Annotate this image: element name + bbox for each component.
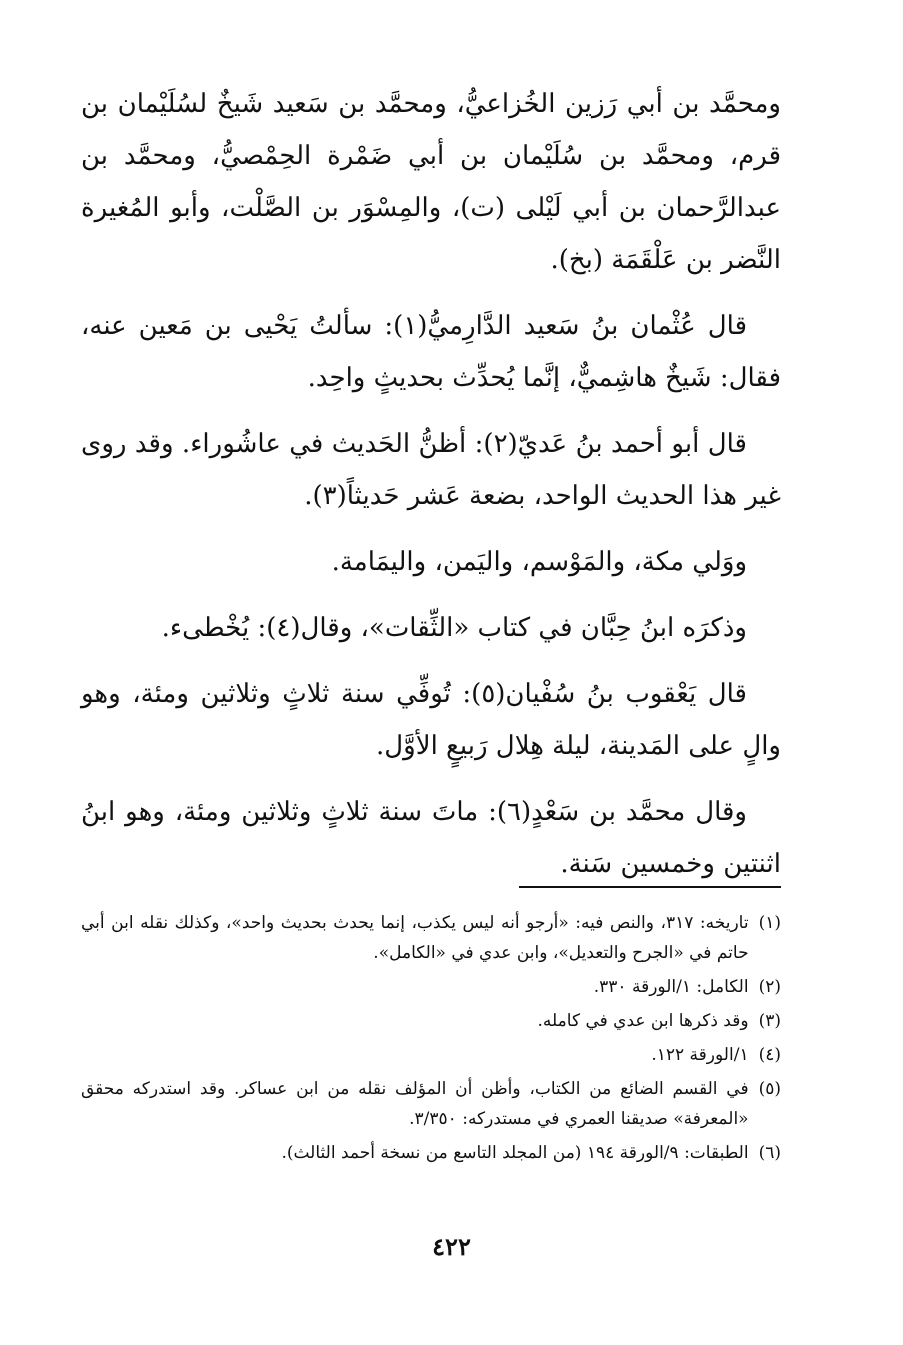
footnote-number: (٢): [758, 977, 781, 997]
paragraph-darimi-quote: قال عُثْمان بنُ سَعيد الدَّارِميُّ(١): سألتُ يَحْيى بن مَعين عنه، فقال: شَيخٌ هاشِميٌّ، إنَّما يُحدِّث بحديثٍ واحِد.: [81, 311, 781, 393]
footnote-text: ١/الورقة ١٢٢.: [651, 1045, 749, 1065]
footnote-text: وقد ذكرها ابن عدي في كامله.: [537, 1011, 749, 1031]
footnote-text: الطبقات: ٩/الورقة ١٩٤ (من المجلد التاسع من نسخة أحمد الثالث).: [281, 1143, 749, 1163]
page-number: ٤٢٢: [432, 1232, 471, 1261]
footnotes: [81, 908, 781, 1172]
footnote-number: (٥): [758, 1079, 781, 1099]
paragraph-ibn-sad-death: وقال محمَّد بن سَعْدٍ(٦): ماتَ سنة ثلاثٍ وثلاثين ومئة، وهو ابنُ اثنتين وخمسين سَنة.: [81, 797, 781, 879]
footnote-separator: [519, 886, 781, 888]
footnote: [81, 1006, 781, 1036]
footnote-text: الكامل: ١/الورقة ٣٣٠.: [593, 977, 749, 997]
paragraph-governorships: ووَلي مكة، والمَوْسم، واليَمن، واليمَامة.: [331, 547, 747, 577]
paragraph-ibn-adi-quote: قال أبو أحمد بنُ عَديّ(٢): أظنُّ الحَديث في عاشُوراء. وقد روى غير هذا الحديث الواحد، بضعة عَشر حَديثاً(٣).: [81, 429, 781, 511]
paragraph-yaqub-death: قال يَعْقوب بنُ سُفْيان(٥): تُوفِّي سنة ثلاثٍ وثلاثين ومئة، وهو والٍ على المَدينة، ليلة هِلال رَبيعٍ الأوَّل.: [81, 679, 781, 761]
footnote: [81, 908, 781, 968]
paragraph-ibn-hibban: وذكرَه ابنُ حِبَّان في كتاب «الثِّقات»، وقال(٤): يُخْطىء.: [161, 613, 747, 643]
footnote-number: (٦): [758, 1143, 781, 1163]
footnote: [81, 1074, 781, 1134]
footnote-text: تاريخه: ٣١٧، والنص فيه: «أرجو أنه ليس يكذب، إنما يحدث بحديث واحد»، وكذلك نقله ابن أبي حاتم في «الجرح والتعديل»، وابن عدي في «الكامل».: [81, 913, 749, 963]
footnote: [81, 1040, 781, 1070]
paragraph-narrators-list: ومحمَّد بن أبي رَزين الخُزاعيُّ، ومحمَّد بن سَعيد شَيخٌ لسُلَيْمان بن قرم، ومحمَّد بن سُلَيْمان بن أبي ضَمْرة الحِمْصيُّ، ومحمَّد بن عبدالرَّحمان بن أبي لَيْلى (ت)، والمِسْوَر بن الصَّلْت، وأبو المُغيرة النَّضر بن عَلْقَمَة (بخ).: [81, 89, 781, 275]
footnote: [81, 1138, 781, 1168]
footnote-number: (٤): [758, 1045, 781, 1065]
footnote: [81, 972, 781, 1002]
main-text: [81, 78, 781, 904]
footnote-text: في القسم الضائع من الكتاب، وأظن أن المؤلف نقله من ابن عساكر. وقد استدركه محقق «المعرفة» صديقنا العمري في مستدركه: ٣/٣٥٠.: [81, 1079, 749, 1129]
footnote-number: (٣): [758, 1011, 781, 1031]
footnote-number: (١): [758, 913, 781, 933]
